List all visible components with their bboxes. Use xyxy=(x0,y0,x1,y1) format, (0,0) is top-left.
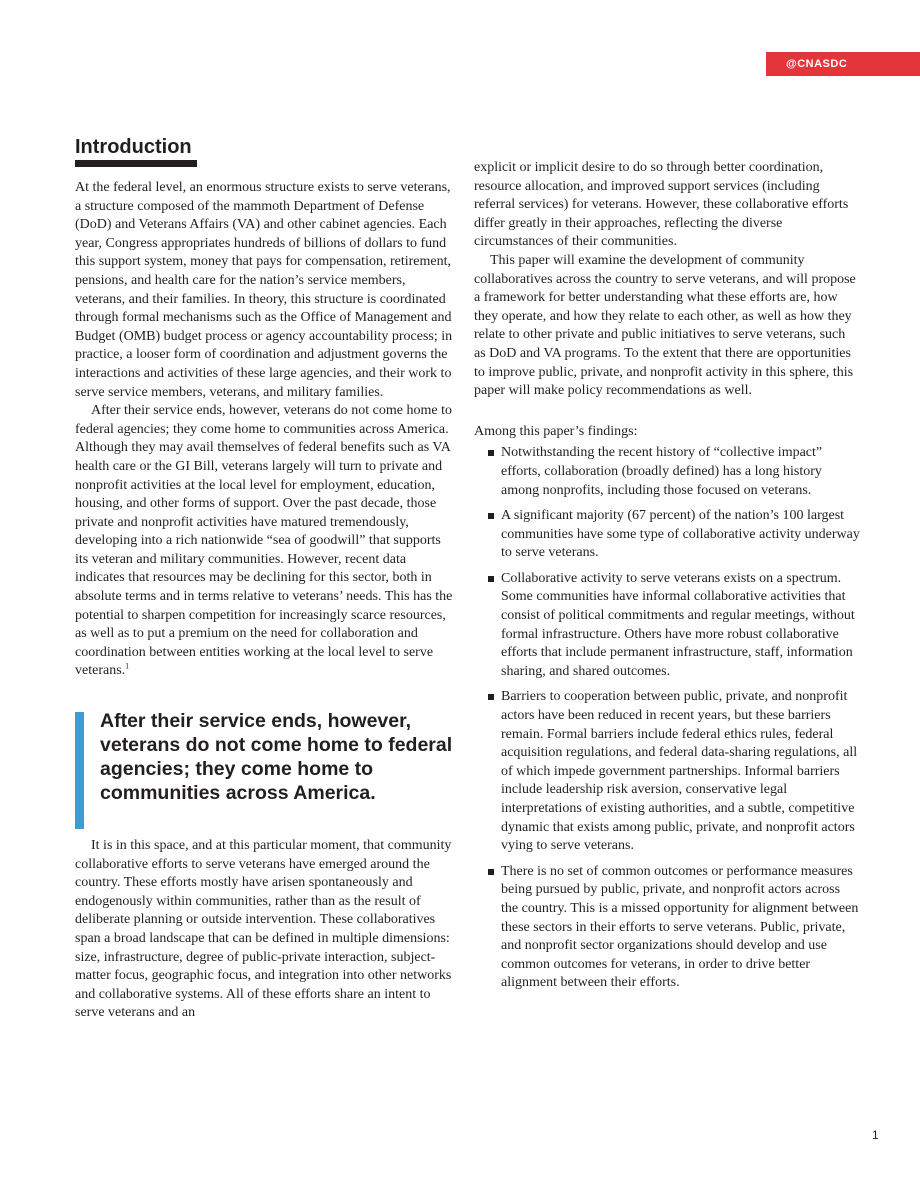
finding-item: There is no set of common outcomes or performance measures being pursued by public, private, and nonprofit actors across the country. This is a missed opportunity for alignment between these sectors in their efforts to serve veterans. Public, private, and nonprofit sector organizations should develop and use common outcomes for veterans, in order to drive better alignment between their efforts. xyxy=(474,863,860,993)
intro-paragraph-1: At the federal level, an enormous structure exists to serve veterans, a structure composed of the mammoth Department of Defense (DoD) and Veterans Affairs (VA) and other cabinet agencies. Each year, Congress appropriates hundreds of billions of dollars to fund this support system, money that pays for compensation, retirement, pensions, and health care for the nation’s service members, veterans, and their families. In theory, this structure is coordinated through formal mechanisms such as the Office of Management and Budget (OMB) budget process or agency accountability process; in practice, a looser form of coordination and adjustment governs the interactions and activities of these large agencies, and their work to serve service members, veterans, and military families. xyxy=(75,180,453,400)
bullet-square-icon xyxy=(488,869,494,875)
bullet-square-icon xyxy=(488,576,494,582)
bullet-square-icon xyxy=(488,694,494,700)
bullet-square-icon xyxy=(488,450,494,456)
right-paragraph-1: explicit or implicit desire to do so through better coordination, resource allocation, and improved support services (including referral services) for veterans. However, these collaborative efforts differ greatly in their approaches, reflecting the diverse circumstances of their communities. xyxy=(474,160,849,250)
page-number: 1 xyxy=(872,1128,879,1142)
finding-item: A significant majority (67 percent) of the nation’s 100 largest communities have some type of collaborative activity underway to serve veterans. xyxy=(474,507,860,563)
pull-quote-text: After their service ends, however, veterans do not come home to federal agencies; they come home to communities across America. xyxy=(100,710,453,805)
findings-intro: Among this paper’s findings: xyxy=(474,423,638,439)
section-title: Introduction xyxy=(75,136,192,158)
pull-quote xyxy=(75,709,457,805)
findings-list xyxy=(474,444,860,993)
footnote-ref: 1 xyxy=(125,661,130,671)
intro-paragraph-2-text: After their service ends, however, veterans do not come home to federal agencies; they come home to communities across America. Although they may avail themselves of federal benefits such as VA health care or the GI Bill, veterans largely will turn to private and nonprofit activities at the local level for employment, education, housing, and other forms of support. Over the past decade, those private and nonprofit activities have matured tremendously, developing into a rich nationwide “sea of goodwill” that supports its veteran and military communities. However, recent data indicates that resources may be declining for this sector, both in absolute terms and in terms relative to veterans’ needs. This has the potential to sharpen competition for increasingly scarce resources, as well as to put a premium on the need for collaboration and coordination between entities working at the local level to serve veterans. xyxy=(75,403,453,679)
finding-item: Notwithstanding the recent history of “collective impact” efforts, collaboration (broadly defined) has a long history among nonprofits, including those focused on veterans. xyxy=(474,444,860,500)
right-paragraph-2: This paper will examine the development of community collaboratives across the country to serve veterans, and will propose a framework for better understanding what these efforts are, how they operate, and how they relate to each other, as well as how they relate to other private and public initiatives to serve veterans, such as DoD and VA programs. To the extent that there are opportunities to improve public, private, and nonprofit activity in this sphere, this paper will make policy recommendations as well. xyxy=(474,252,856,399)
finding-item: Collaborative activity to serve veterans exists on a spectrum. Some communities have informal collaborative activities that consist of political commitments and regular meetings, without formal infrastructure. Others have more robust collaborative efforts that include permanent infrastructure, staff, information sharing, and shared outcomes. xyxy=(474,570,860,682)
left-column xyxy=(75,135,457,1023)
title-underline xyxy=(75,160,197,167)
pull-quote-bar xyxy=(75,712,84,829)
intro-paragraph-3: It is in this space, and at this particular moment, that community collaborative efforts to serve veterans have emerged around the country. These efforts mostly have arisen spontaneously and endogenously within communities, rather than as the result of deliberate planning or outside intervention. These collaboratives span a broad landscape that can be defined in multiple dimensions: size, infrastructure, degree of public-private interaction, subject-matter focus, geographic focus, and integration into other networks and collaborative systems. All of these efforts share an intent to serve veterans and an xyxy=(75,838,452,1021)
right-column xyxy=(474,159,860,1000)
bullet-square-icon xyxy=(488,513,494,519)
cnasdc-tag: @CNASDC xyxy=(766,52,920,76)
intro-paragraph-2 xyxy=(75,402,457,681)
finding-item: Barriers to cooperation between public, private, and nonprofit actors have been reduced in recent years, but these barriers remain. Formal barriers include federal ethics rules, federal acquisition regulations, and federal data-sharing regulations, all of which impede government partnerships. Informal barriers include leadership risk aversion, conservative legal interpretations of existing authorities, and a subtle, competitive dynamic that exists among public, private, and nonprofit actors vying to serve veterans. xyxy=(474,688,860,855)
